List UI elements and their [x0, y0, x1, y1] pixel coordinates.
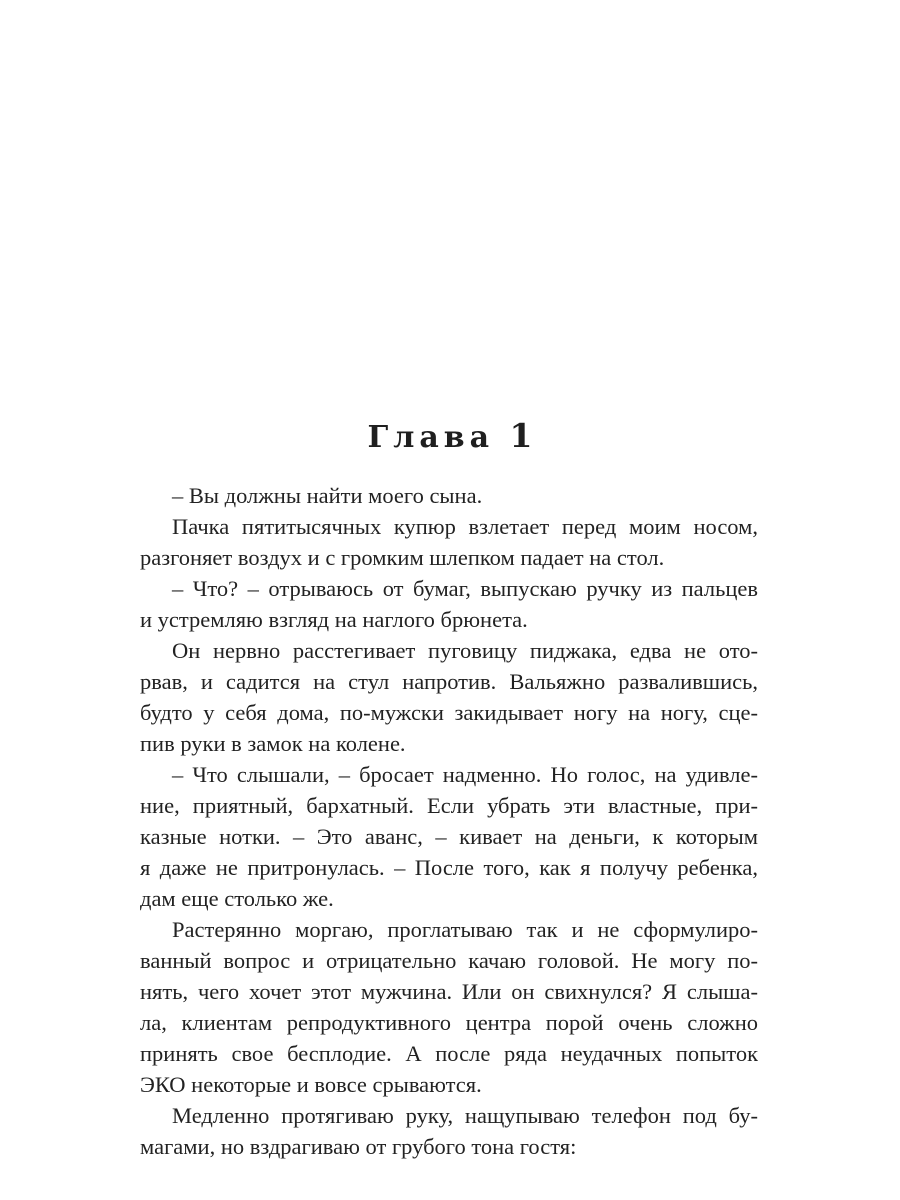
text-line: Пачка пятитысячных купюр взлетает перед моим носом, — [172, 514, 758, 539]
text-line: магами, но вздрагиваю от грубого тона гостя: — [140, 1134, 577, 1159]
text-line: Медленно протягиваю руку, нащупываю телефон под бу- — [172, 1103, 758, 1128]
text-line: принять свое бесплодие. А после ряда неудачных попыток — [140, 1041, 758, 1066]
chapter-number: 1 — [509, 416, 533, 455]
text-line: – Что? – отрываюсь от бумаг, выпускаю ручку из пальцев — [172, 576, 758, 601]
text-line: – Что слышали, – бросает надменно. Но голос, на удивле- — [172, 762, 758, 787]
text-line: будто у себя дома, по-мужски закидывает ногу на ногу, сце- — [140, 700, 758, 725]
text-line: пив руки в замок на колене. — [140, 731, 406, 756]
chapter-heading: Глава — [367, 420, 495, 455]
text-line: Он нервно расстегивает пуговицу пиджака, едва не ото- — [172, 638, 758, 663]
text-line: нять, чего хочет этот мужчина. Или он свихнулся? Я слыша- — [140, 979, 758, 1004]
text-line: ванный вопрос и отрицательно качаю головой. Не могу по- — [140, 948, 758, 973]
text-line: и устремляю взгляд на наглого брюнета. — [140, 607, 528, 632]
text-line: Растерянно моргаю, проглатываю так и не сформулиро- — [172, 917, 758, 942]
text-line: – Вы должны найти моего сына. — [172, 483, 483, 508]
text-line: казные нотки. – Это аванс, – кивает на деньги, к которым — [140, 824, 758, 849]
text-line: разгоняет воздух и с громким шлепком падает на стол. — [140, 545, 665, 570]
text-line: я даже не притронулась. – После того, как я получу ребенка, — [140, 855, 758, 880]
text-line: дам еще столько же. — [140, 886, 334, 911]
text-line: ние, приятный, бархатный. Если убрать эти властные, при- — [140, 793, 758, 818]
chapter-body — [140, 480, 758, 1162]
text-line: ЭКО некоторые и вовсе срываются. — [140, 1072, 482, 1097]
text-line: ла, клиентам репродуктивного центра порой очень сложно — [140, 1010, 758, 1035]
chapter-title — [0, 416, 900, 455]
text-line: рвав, и садится на стул напротив. Вальяжно развалившись, — [140, 669, 758, 694]
